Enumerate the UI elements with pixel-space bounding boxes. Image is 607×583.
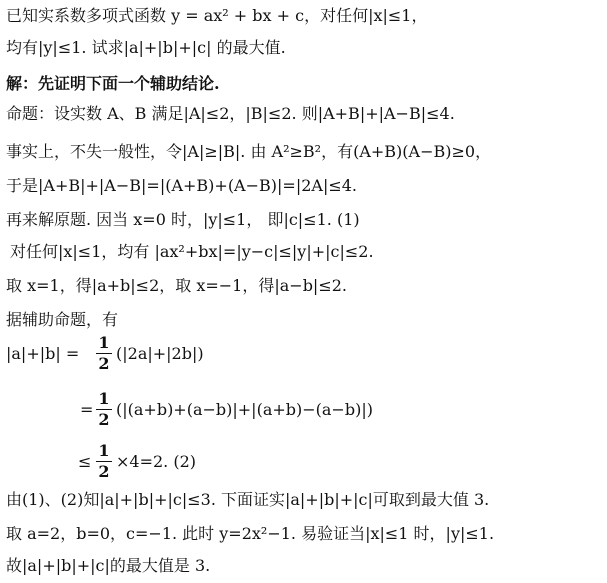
conclusion-line-1: 由(1)、(2)知|a|+|b|+|c|≤3. 下面证实|a|+|b|+|c|可取到最大值 3. [6,490,490,509]
solution-step-4: 据辅助命题，有 [6,310,119,329]
solution-step-2: 对任何|x|≤1，均有 |ax²+bx|=|y−c|≤|y|+|c|≤2. [10,242,374,261]
equation-2-rhs: (|(a+b)+(a−b)|+|(a+b)−(a−b)|) [116,400,373,419]
fraction-1-numerator: 1 [98,333,110,352]
solution-step-3: 取 x=1，得|a+b|≤2，取 x=−1，得|a−b|≤2. [6,276,347,295]
proof-line-2: 于是|A+B|+|A−B|=|(A+B)+(A−B)|=|2A|≤4. [6,176,358,195]
conclusion-line-3: 故|a|+|b|+|c|的最大值是 3. [6,556,211,575]
fraction-3 [96,442,112,481]
proof-line-1: 事实上，不失一般性，令|A|≥|B|. 由 A²≥B²，有(A+B)(A−B)≥0， [6,142,492,161]
solution-step-1: 再来解原题. 因当 x=0 时，|y|≤1， 即|c|≤1. (1) [6,210,360,229]
equation-1-lhs: |a|+|b| = [6,344,80,363]
fraction-2-numerator: 1 [98,389,110,408]
equation-3-le: ≤ [78,452,92,471]
fraction-3-numerator: 1 [98,441,110,460]
equation-3-rhs: ×4=2. (2) [116,452,197,471]
equation-1-rhs: (|2a|+|2b|) [116,344,204,363]
fraction-3-denominator: 2 [98,462,110,481]
fraction-2-denominator: 2 [98,410,110,429]
problem-line-2: 均有|y|≤1. 试求|a|+|b|+|c| 的最大值. [6,38,286,57]
solution-intro: 解：先证明下面一个辅助结论. [6,74,220,93]
fraction-2 [96,390,112,429]
equation-2-eq: = [80,400,94,419]
conclusion-line-2: 取 a=2，b=0，c=−1. 此时 y=2x²−1. 易验证当|x|≤1 时，|y|≤1. [6,524,495,543]
problem-line-1: 已知实系数多项式函数 y = ax² + bx + c，对任何|x|≤1， [6,6,428,25]
proposition: 命题：设实数 A、B 满足|A|≤2，|B|≤2. 则|A+B|+|A−B|≤4. [6,104,455,123]
fraction-1-denominator: 2 [98,354,110,373]
fraction-1 [96,334,112,373]
